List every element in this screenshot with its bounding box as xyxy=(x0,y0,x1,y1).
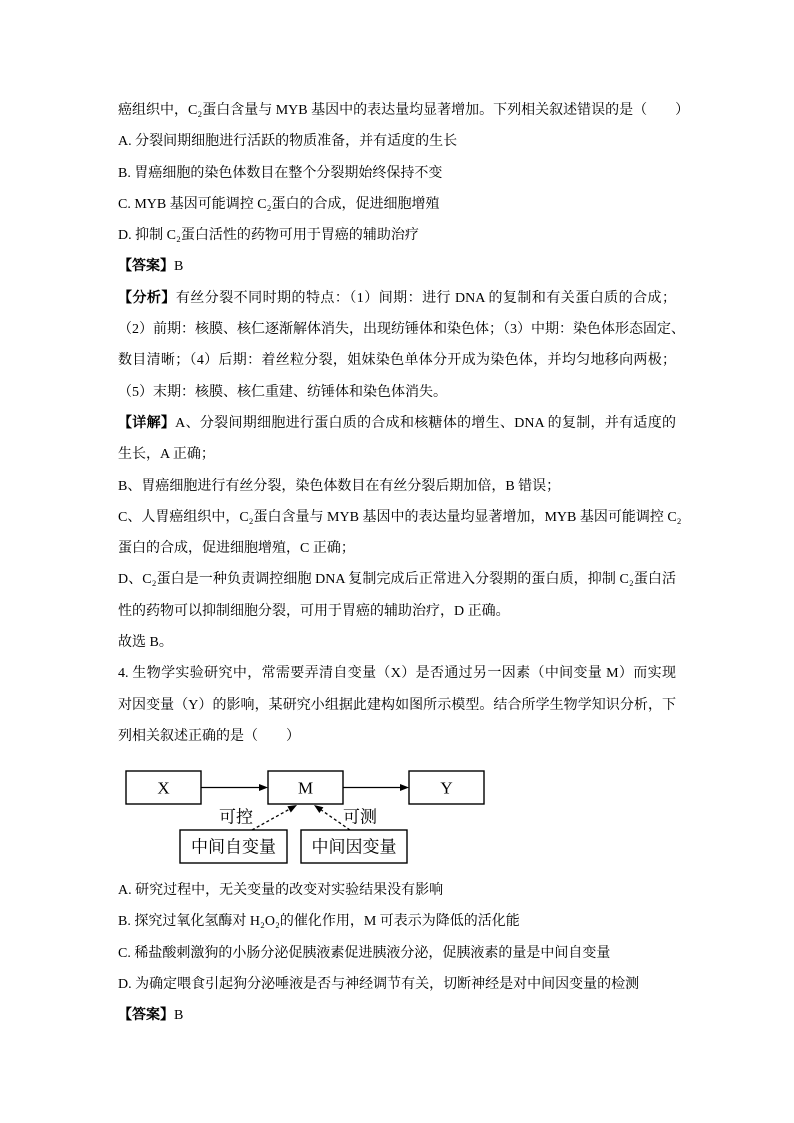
diagram-label-measurable: 可测 xyxy=(343,807,377,827)
q3-detail-line: 性的药物可以抑制细胞分裂，可用于胃癌的辅助治疗，D 正确。 xyxy=(118,603,510,619)
q3-detail-line: B、胃癌细胞进行有丝分裂，染色体数目在有丝分裂后期加倍，B 错误； xyxy=(118,478,561,494)
q4-option-c: C. 稀盐酸刺激狗的小肠分泌促胰液素促进胰液分泌，促胰液素的量是中间自变量 xyxy=(118,945,611,961)
diagram-node-m-label: M xyxy=(297,778,314,798)
q3-option-a: A. 分裂间期细胞进行活跃的物质准备，并有适度的生长 xyxy=(118,134,458,150)
q4-answer-value: B xyxy=(174,1008,184,1024)
diagram-node-intermediate-dependent-label: 中间因变量 xyxy=(311,837,397,857)
q4-stem-line: 列相关叙述正确的是（ ） xyxy=(118,728,300,744)
q3-detail-text: A、分裂间期细胞进行蛋白质的合成和核糖体的增生、DNA 的复制，并有适度的 xyxy=(175,415,676,431)
q3-detail-label: 【详解】 xyxy=(118,415,176,431)
q3-option-b: B. 胃癌细胞的染色体数目在整个分裂期始终保持不变 xyxy=(118,165,443,181)
q3-answer-value: B xyxy=(174,259,184,275)
diagram-arrowhead-controllable xyxy=(287,805,297,813)
q3-analysis-line xyxy=(118,283,676,314)
q3-analysis-label: 【分析】 xyxy=(118,290,176,306)
question-text-block xyxy=(118,95,690,752)
q4-answer-label: 【答案】 xyxy=(118,1008,174,1024)
q3-analysis-line: （5）末期：核膜、核仁重建、纺锤体和染色体消失。 xyxy=(118,384,447,400)
diagram-dashed-arrow-controllable xyxy=(252,809,289,830)
q3-detail-line: C、人胃癌组织中，C₂蛋白含量与 MYB 基因中的表达量均显著增加，MYB 基因可能调控 C₂ xyxy=(118,509,682,525)
q3-analysis-line: （2）前期：核膜、核仁逐渐解体消失，出现纺锤体和染色体；（3）中期：染色体形态固定、 xyxy=(118,322,685,338)
q3-option-d: D. 抑制 C₂蛋白活性的药物可用于胃癌的辅助治疗 xyxy=(118,228,419,244)
q3-detail-line: 生长，A 正确； xyxy=(118,447,215,463)
q3-analysis-text: 有丝分裂不同时期的特点：（1）间期：进行 DNA 的复制和有关蛋白质的合成； xyxy=(175,290,677,306)
q3-option-c: C. MYB 基因可能调控 C₂蛋白的合成，促进细胞增殖 xyxy=(118,196,440,212)
q4-model-diagram xyxy=(120,760,495,870)
q4-options-block xyxy=(118,875,676,1031)
q4-option-d: D. 为确定喂食引起狗分泌唾液是否与神经调节有关，切断神经是对中间因变量的检测 xyxy=(118,976,640,992)
q4-option-a: A. 研究过程中，无关变量的改变对实验结果没有影响 xyxy=(118,883,444,898)
q3-detail-line: 蛋白的合成，促进细胞增殖，C 正确； xyxy=(118,541,355,557)
q3-detail-line: D、C₂蛋白是一种负责调控细胞 DNA 复制完成后正常进入分裂期的蛋白质，抑制 C₂蛋白活 xyxy=(118,572,676,588)
q3-conclusion: 故选 B。 xyxy=(118,635,173,651)
q4-stem-line: 对因变量（Y）的影响，某研究小组据此建构如图所示模型。结合所学生物学知识分析，下 xyxy=(118,697,676,713)
diagram-node-x-label: X xyxy=(157,778,170,798)
q4-answer xyxy=(118,1000,676,1031)
q3-stem-line: 癌组织中，C₂蛋白含量与 MYB 基因中的表达量均显著增加。下列相关叙述错误的是（ ） xyxy=(118,103,690,118)
diagram-arrowhead-measurable xyxy=(314,805,323,813)
q4-option-b: B. 探究过氧化氢酶对 H₂O₂的催化作用，M 可表示为降低的活化能 xyxy=(118,914,520,930)
q3-detail-line xyxy=(118,408,676,439)
diagram-label-controllable: 可控 xyxy=(219,807,253,827)
q4-stem-line: 4. 生物学实验研究中，常需要弄清自变量（X）是否通过另一因素（中间变量 M）而实现 xyxy=(118,666,676,682)
diagram-node-intermediate-independent-label: 中间自变量 xyxy=(191,837,276,857)
diagram-arrowhead-m-to-y xyxy=(400,784,409,791)
diagram-node-y-label: Y xyxy=(440,778,453,798)
diagram-arrowhead-x-to-m xyxy=(259,784,268,791)
q3-answer-label: 【答案】 xyxy=(118,259,174,275)
q3-answer xyxy=(118,251,676,282)
q3-analysis-line: 数目清晰；（4）后期：着丝粒分裂，姐妹染色单体分开成为染色体，并均匀地移向两极； xyxy=(118,353,676,369)
